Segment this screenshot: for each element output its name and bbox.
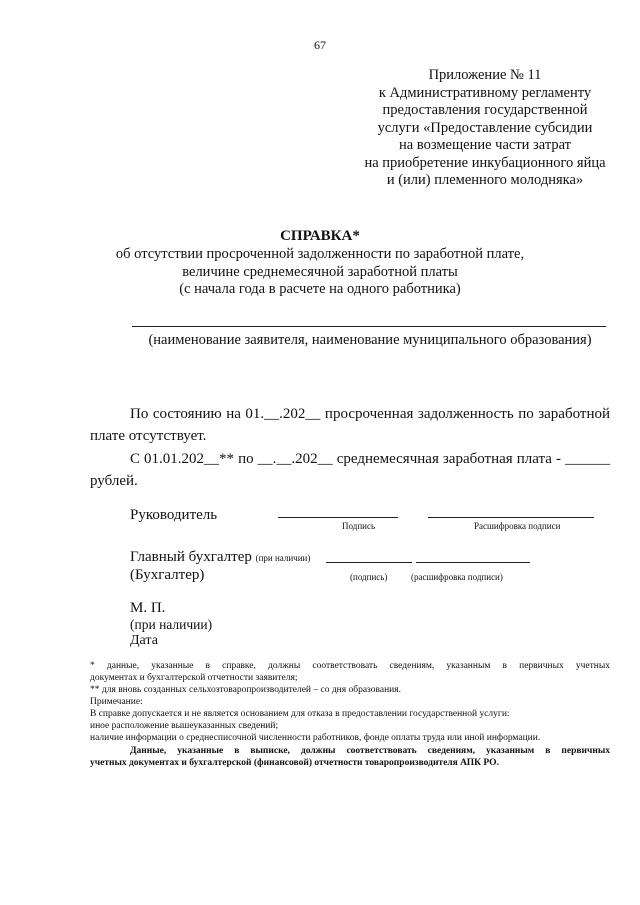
chief-accountant-line (130, 549, 310, 566)
stamp-note: (при наличии) (130, 617, 213, 632)
bold-note-line: Данные, указанные в выписке, должны соответствовать сведениям, указанным в первичных (130, 746, 610, 756)
appendix-line: на возмещение части затрат (399, 137, 571, 153)
bold-note-2 (90, 757, 610, 769)
footnote-line: * данные, указанные в справке, должны соответствовать сведениям, указанным в первичных учетных (90, 661, 610, 671)
paragraph-salary-line1 (130, 451, 610, 468)
footnotes (90, 660, 610, 744)
remark-title: Примечание: (90, 697, 143, 707)
appendix-line: предоставления государственной (382, 102, 588, 118)
signature-caption: Подпись (342, 521, 376, 531)
accountant-label: (Бухгалтер) (130, 567, 205, 583)
date-label: Дата (130, 633, 158, 648)
stamp-label: М. П. (130, 600, 166, 616)
appendix-line: к Административному регламенту (378, 84, 592, 101)
paragraph-debt-line1 (130, 406, 610, 423)
footnote-line: ** для вновь созданных сельхозтоваропроизводителей – со дня образования. (90, 685, 401, 695)
document-title: СПРАВКА* (280, 228, 360, 244)
paragraph-text: По состоянию на 01.__.202__ просроченная задолженность по заработной (130, 406, 610, 422)
chief-accountant-signature-field[interactable] (326, 562, 412, 563)
head-signature-field[interactable] (278, 517, 398, 518)
appendix-line: на приобретение инкубационного яйца (364, 154, 606, 171)
signature-caption-2: (подпись) (350, 572, 388, 582)
paragraph-salary-line2: рублей. (90, 473, 138, 489)
decoding-caption-2: (расшифровка подписи) (411, 572, 503, 582)
head-decoding-field[interactable] (428, 517, 594, 518)
appendix-line: и (или) племенного молодняка» (386, 172, 584, 188)
remark-line: В справке допускается и не является основанием для отказа в предоставлении государственной услуги: (90, 709, 510, 719)
appendix-line: услуги «Предоставление субсидии (377, 119, 593, 136)
paragraph-text: С 01.01.202__** по __.__.202__ среднемесячная заработная плата - ______ (130, 451, 610, 467)
head-label: Руководитель (130, 507, 218, 523)
bold-note-line: учетных документах и бухгалтерской (финансовой) отчетности товаропроизводителя АПК РО. (90, 758, 499, 768)
applicant-caption: (наименование заявителя, наименование муниципального образования) (148, 332, 592, 348)
remark-line: наличие информации о среднесписочной численности работников, фонде оплаты труда или иной информации. (90, 733, 541, 743)
footnote-line: документах и бухгалтерской отчетности заявителя; (90, 673, 298, 683)
bold-note (130, 745, 610, 757)
paragraph-debt-line2: плате отсутствует. (90, 428, 207, 444)
chief-accountant-note: (при наличии) (255, 553, 311, 563)
decoding-caption: Расшифровка подписи (474, 521, 561, 531)
appendix-header (350, 67, 620, 190)
subtitle-line: об отсутствии просроченной задолженности по заработной плате, (115, 246, 525, 262)
appendix-line: Приложение № 11 (428, 67, 542, 83)
applicant-name-field[interactable] (132, 326, 606, 327)
subtitle-line: величине среднемесячной заработной платы (182, 263, 458, 280)
chief-accountant-decoding-field[interactable] (416, 562, 530, 563)
subtitle-line: (с начала года в расчете на одного работника) (179, 281, 461, 297)
page-number: 67 (314, 38, 326, 52)
remark-line: иное расположение вышеуказанных сведений; (90, 721, 279, 731)
document-subtitle (100, 246, 540, 299)
chief-accountant-label: Главный бухгалтер (130, 549, 252, 565)
